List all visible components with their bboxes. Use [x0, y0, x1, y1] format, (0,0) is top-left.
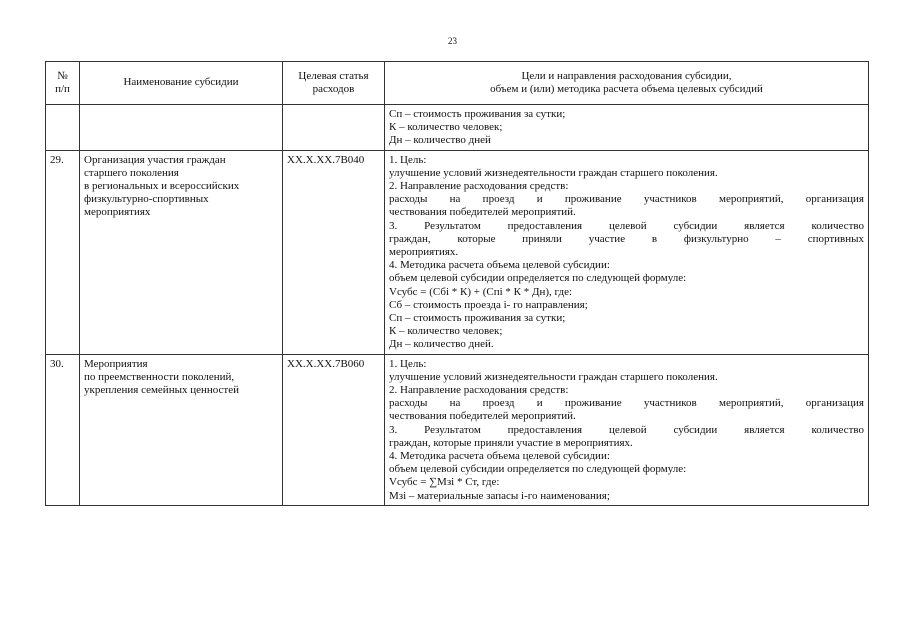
header-number-line: п/п: [55, 83, 70, 95]
subsidy-name-line: мероприятиях: [84, 206, 151, 219]
page-number: 23: [448, 36, 457, 46]
description-line: 3. Результатом предоставления целевой субсидии является количество: [389, 219, 864, 232]
table-row: [46, 105, 869, 151]
header-target-code: [283, 62, 385, 105]
description-cell: [385, 105, 869, 151]
header-subsidy-name: [80, 62, 283, 105]
description-line: граждан, которые приняли участие в физкультурно – спортивных: [389, 232, 864, 245]
subsidy-table: [45, 61, 869, 506]
target-code-cell: XX.X.XX.7B040: [283, 150, 385, 354]
table-row: [46, 150, 869, 354]
description-line: мероприятиях.: [389, 246, 459, 259]
subsidy-name-cell: [80, 150, 283, 354]
row-number-cell: 30.: [46, 354, 80, 505]
description-line: объем целевой субсидии определяется по следующей формуле:: [389, 463, 687, 476]
table-header-row: [46, 62, 869, 105]
description-line: чествования победителей мероприятий.: [389, 206, 576, 219]
header-number: [46, 62, 80, 105]
description-line: улучшение условий жизнедеятельности граждан старшего поколения.: [389, 370, 718, 383]
description-line: 1. Цель:: [389, 357, 427, 370]
target-code-cell: XX.X.XX.7B060: [283, 354, 385, 505]
subsidy-name-line: в региональных и всероссийских: [84, 180, 240, 193]
description-line: расходы на проезд и проживание участников мероприятий, организация: [389, 397, 864, 410]
subsidy-name-cell: [80, 105, 283, 151]
header-goals-line: объем и (или) методика расчета объема целевых субсидий: [490, 83, 763, 95]
description-line: объем целевой субсидии определяется по следующей формуле:: [389, 272, 687, 285]
description-line: 1. Цель:: [389, 153, 427, 166]
table-row: [46, 354, 869, 505]
header-goals-description: [385, 62, 869, 105]
header-target-code-line: расходов: [312, 83, 355, 95]
row-number-cell: [46, 105, 80, 151]
description-line: 4. Методика расчета объема целевой субсидии:: [389, 259, 610, 272]
description-line: Сп – стоимость проживания за сутки;: [389, 108, 566, 120]
description-line: Сп – стоимость проживания за сутки;: [389, 312, 566, 325]
description-line: 3. Результатом предоставления целевой субсидии является количество: [389, 423, 864, 436]
description-line: 2. Направление расходования средств:: [389, 384, 569, 397]
subsidy-name-line: укрепления семейных ценностей: [84, 384, 239, 397]
description-line: улучшение условий жизнедеятельности граждан старшего поколения.: [389, 166, 718, 179]
description-line: Mзi – материальные запасы i-го наименования;: [389, 489, 610, 502]
row-number-cell: 29.: [46, 150, 80, 354]
subsidy-name-line: физкультурно-спортивных: [84, 193, 209, 206]
header-number-line: №: [57, 69, 68, 82]
subsidy-name-line: Организация участия граждан: [84, 153, 226, 166]
description-line: 4. Методика расчета объема целевой субсидии:: [389, 450, 610, 463]
description-line: Дн – количество дней.: [389, 338, 494, 351]
description-line: чествования победителей мероприятий.: [389, 410, 576, 423]
table-body: [46, 105, 869, 506]
header-subsidy-name-text: Наименование субсидии: [123, 76, 239, 89]
subsidy-name-line: старшего поколения: [84, 166, 179, 179]
description-cell: [385, 150, 869, 354]
description-line: Vсубс = (Сбi * К) + (Спi * К * Дн), где:: [389, 285, 573, 298]
description-line: расходы на проезд и проживание участников мероприятий, организация: [389, 193, 864, 206]
header-target-code-line: Целевая статья: [298, 69, 369, 82]
header-goals-line: Цели и направления расходования субсидии,: [521, 69, 732, 82]
description-cell: [385, 354, 869, 505]
target-code-cell: [283, 105, 385, 151]
description-line: Дн – количество дней: [389, 134, 491, 147]
description-line: К – количество человек;: [389, 325, 503, 338]
subsidy-name-line: по преемственности поколений,: [84, 370, 235, 383]
description-line: К – количество человек;: [389, 121, 503, 134]
subsidy-name-line: Мероприятия: [84, 357, 148, 370]
description-line: Vсубс = ∑Mзi * Ст, где:: [389, 476, 500, 489]
description-line: граждан, которые приняли участие в мероприятиях.: [389, 436, 633, 449]
subsidy-name-cell: [80, 354, 283, 505]
description-line: 2. Направление расходования средств:: [389, 180, 569, 193]
description-line: Сб – стоимость проезда i- го направления;: [389, 298, 588, 311]
